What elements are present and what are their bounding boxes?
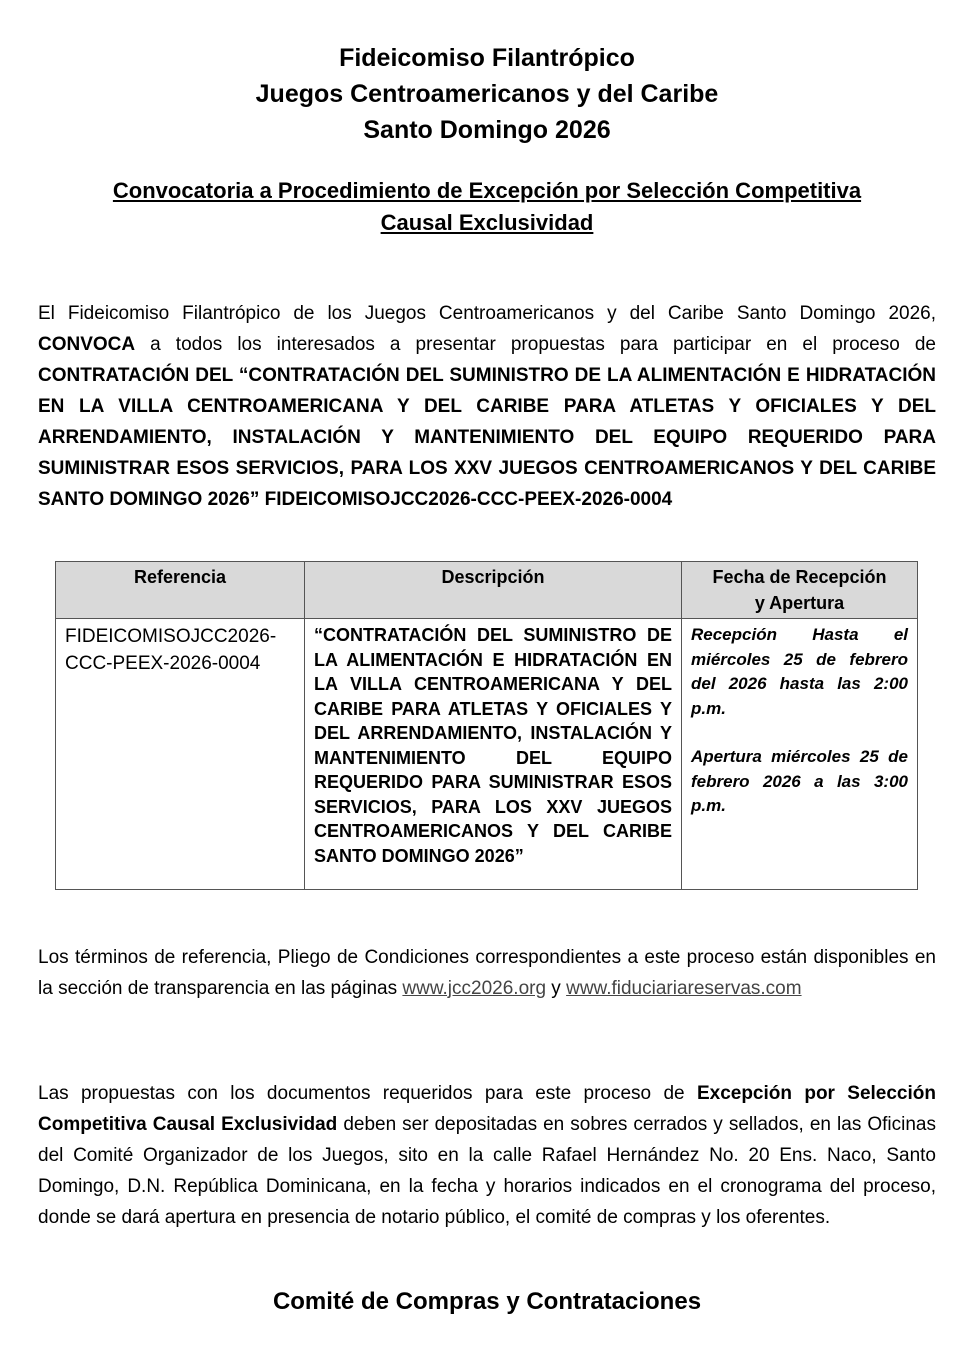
intro-text-2: a todos los interesados a presentar propuestas para participar en el proceso de (135, 334, 936, 355)
intro-convoca: CONVOCA (38, 334, 136, 355)
reception-date: Recepción Hasta el miércoles 25 de febrero del 2026 hasta las 2:00 p.m. (691, 625, 908, 718)
header-reference: Referencia (56, 562, 305, 619)
proposals-bold: Excepción por Selección Competitiva Causal Exclusividad (38, 1083, 936, 1135)
header-date (682, 562, 918, 619)
opening-date: Apertura miércoles 25 de febrero 2026 a las 3:00 p.m. (691, 747, 908, 815)
reference-line-2: CCC-PEEX-2026-0004 (65, 653, 261, 674)
reference-line-1: FIDEICOMISOJCC2026- (65, 626, 277, 647)
date-spacer (691, 721, 908, 745)
process-table (55, 561, 918, 890)
header-line-2: Juegos Centroamericanos y del Caribe (255, 80, 719, 108)
intro-text-1: El Fideicomiso Filantrópico de los Juegos Centroamericanos y del Caribe Santo Domingo 2026, (38, 303, 936, 324)
header-description: Descripción (305, 562, 682, 619)
cell-reference (56, 619, 305, 890)
terms-paragraph (38, 942, 936, 1004)
table-header-row (56, 562, 918, 619)
terms-text: Los términos de referencia, Pliego de Condiciones correspondientes a este proceso están disponibles en la sección de transparencia en las páginas (38, 947, 936, 999)
document-header (0, 40, 974, 148)
proposals-text-1: Las propuestas con los documentos requeridos para este proceso de (38, 1083, 697, 1104)
document-subtitle (40, 175, 934, 239)
jcc2026-link[interactable]: www.jcc2026.org (402, 978, 547, 999)
signature-committee: Comité de Compras y Contrataciones (272, 1288, 702, 1315)
header-date-line-1: Fecha de Recepción (712, 567, 887, 587)
intro-paragraph (38, 298, 936, 515)
subtitle-line-2: Causal Exclusividad (380, 210, 594, 235)
intro-process-name: CONTRATACIÓN DEL “CONTRATACIÓN DEL SUMINISTRO DE LA ALIMENTACIÓN E HIDRATACIÓN EN LA VILLA CENTROAMERICANA Y DEL CARIBE PARA ATLETAS Y OFICIALES Y DEL ARRENDAMIENTO, INSTALACIÓN Y MANTENIMIENTO DEL EQUIPO REQUERIDO PARA SUMINISTRAR ESOS SERVICIOS, PARA LOS XXV JUEGOS CENTROAMERICANOS Y DEL CARIBE SANTO DOMINGO 2026” FIDEICOMISOJCC2026-CCC-PEEX-2026-0004 (38, 365, 936, 510)
proposals-paragraph (38, 1078, 936, 1233)
fiduciaria-link[interactable]: www.fiduciariareservas.com (566, 978, 802, 999)
header-line-3: Santo Domingo 2026 (363, 116, 611, 144)
header-line-1: Fideicomiso Filantrópico (339, 44, 635, 72)
terms-and: y (546, 978, 567, 999)
proposals-text-2: deben ser depositadas en sobres cerrados y sellados, en las Oficinas del Comité Organizador de los Juegos, sito en la calle Rafael Hernández No. 20 Ens. Naco, Santo Domingo, D.N. República Dominicana, en la fecha y horarios indicados en el cronograma del proceso, donde se dará apertura en presencia de notario público, el comité de compras y los oferentes. (38, 1114, 936, 1228)
header-date-line-2: y Apertura (754, 593, 845, 613)
subtitle-line-1: Convocatoria a Procedimiento de Excepción por Selección Competitiva (112, 178, 862, 203)
table-row (56, 619, 918, 890)
cell-description: “CONTRATACIÓN DEL SUMINISTRO DE LA ALIMENTACIÓN E HIDRATACIÓN EN LA VILLA CENTROAMERICANA Y DEL CARIBE PARA ATLETAS Y OFICIALES Y DEL ARRENDAMIENTO, INSTALACIÓN Y MANTENIMIENTO DEL EQUIPO REQUERIDO PARA SUMINISTRAR ESOS SERVICIOS, PARA LOS XXV JUEGOS CENTROAMERICANOS Y DEL CARIBE SANTO DOMINGO 2026” (305, 619, 682, 890)
cell-dates (682, 619, 918, 890)
